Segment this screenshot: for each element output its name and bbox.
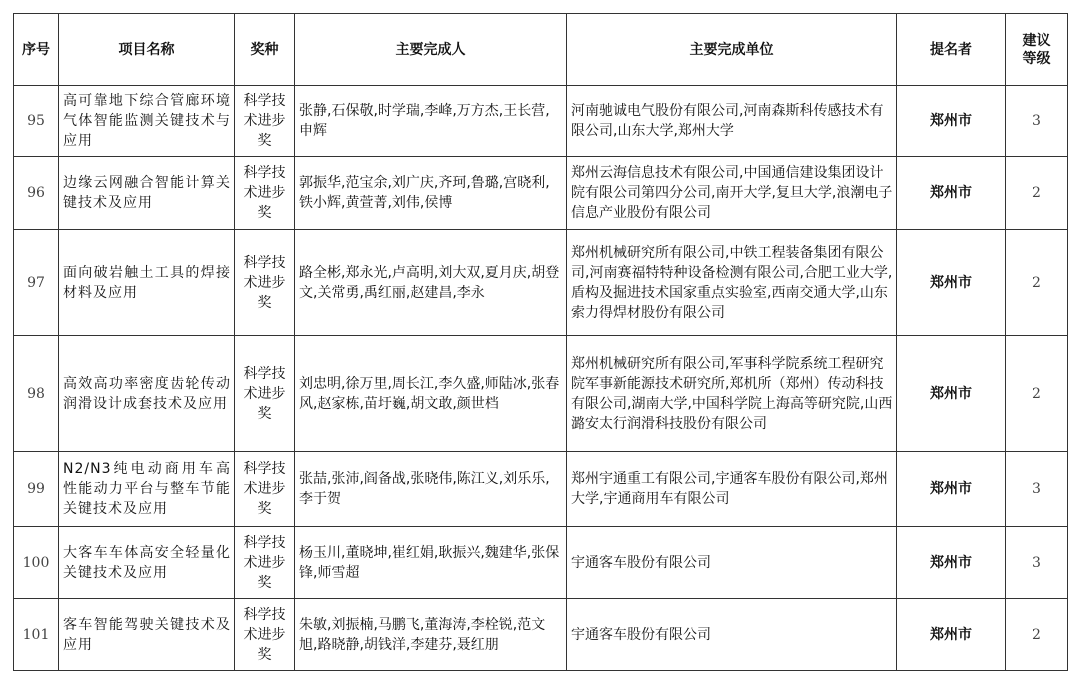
cell-people: 张静,石保敬,时学瑞,李峰,万方杰,王长营,申辉 [295, 86, 567, 157]
cell-nominator: 郑州市 [897, 452, 1006, 527]
table-row [14, 336, 1068, 452]
cell-grade: 3 [1006, 86, 1068, 157]
cell-nominator: 郑州市 [897, 336, 1006, 452]
cell-no: 97 [14, 230, 59, 336]
table-row [14, 157, 1068, 230]
header-unit: 主要完成单位 [567, 14, 897, 86]
cell-nominator: 郑州市 [897, 230, 1006, 336]
cell-grade: 2 [1006, 157, 1068, 230]
cell-type: 科学技术进步奖 [235, 86, 295, 157]
header-people: 主要完成人 [295, 14, 567, 86]
table-row [14, 599, 1068, 671]
cell-unit: 宇通客车股份有限公司 [567, 527, 897, 599]
cell-type: 科学技术进步奖 [235, 599, 295, 671]
header-grade-line2: 等级 [1022, 50, 1051, 67]
cell-no: 96 [14, 157, 59, 230]
cell-grade: 3 [1006, 527, 1068, 599]
cell-people: 朱敏,刘振楠,马鹏飞,董海涛,李栓锐,范文旭,路晓静,胡钱洋,李建芬,聂红朋 [295, 599, 567, 671]
cell-people: 刘忠明,徐万里,周长江,李久盛,师陆冰,张春风,赵家栋,苗圩巍,胡文敢,颜世档 [295, 336, 567, 452]
cell-name: 边缘云网融合智能计算关键技术及应用 [59, 157, 235, 230]
header-no: 序号 [14, 14, 59, 86]
header-row [14, 14, 1068, 86]
cell-grade: 2 [1006, 599, 1068, 671]
cell-no: 100 [14, 527, 59, 599]
cell-grade: 2 [1006, 336, 1068, 452]
cell-grade: 3 [1006, 452, 1068, 527]
cell-unit: 郑州宇通重工有限公司,宇通客车股份有限公司,郑州大学,宇通商用车有限公司 [567, 452, 897, 527]
cell-name: N2/N3纯电动商用车高性能动力平台与整车节能关键技术及应用 [59, 452, 235, 527]
cell-nominator: 郑州市 [897, 86, 1006, 157]
header-grade [1006, 14, 1068, 86]
header-nominator: 提名者 [897, 14, 1006, 86]
cell-name: 面向破岩触土工具的焊接材料及应用 [59, 230, 235, 336]
cell-unit: 郑州机械研究所有限公司,中铁工程装备集团有限公司,河南赛福特特种设备检测有限公司,合肥工业大学,盾构及掘进技术国家重点实验室,西南交通大学,山东索力得焊材股份有限公司 [567, 230, 897, 336]
award-table [13, 13, 1068, 671]
cell-unit: 郑州云海信息技术有限公司,中国通信建设集团设计院有限公司第四分公司,南开大学,复旦大学,浪潮电子信息产业股份有限公司 [567, 157, 897, 230]
cell-nominator: 郑州市 [897, 599, 1006, 671]
table-row [14, 230, 1068, 336]
cell-type: 科学技术进步奖 [235, 157, 295, 230]
cell-unit: 宇通客车股份有限公司 [567, 599, 897, 671]
cell-people: 杨玉川,董晓坤,崔红娟,耿振兴,魏建华,张保锋,师雪超 [295, 527, 567, 599]
cell-unit: 郑州机械研究所有限公司,军事科学院系统工程研究院军事新能源技术研究所,郑机所（郑州）传动科技有限公司,湖南大学,中国科学院上海高等研究院,山西潞安太行润滑科技股份有限公司 [567, 336, 897, 452]
table-row [14, 452, 1068, 527]
cell-type: 科学技术进步奖 [235, 336, 295, 452]
cell-type: 科学技术进步奖 [235, 452, 295, 527]
cell-no: 101 [14, 599, 59, 671]
cell-grade: 2 [1006, 230, 1068, 336]
cell-people: 路全彬,郑永光,卢高明,刘大双,夏月庆,胡登文,关常勇,禹红丽,赵建昌,李永 [295, 230, 567, 336]
cell-no: 98 [14, 336, 59, 452]
table-row [14, 527, 1068, 599]
cell-name: 客车智能驾驶关键技术及应用 [59, 599, 235, 671]
cell-no: 99 [14, 452, 59, 527]
cell-name: 高效高功率密度齿轮传动润滑设计成套技术及应用 [59, 336, 235, 452]
header-name: 项目名称 [59, 14, 235, 86]
cell-people: 郭振华,范宝余,刘广庆,齐珂,鲁璐,宫晓利,铁小辉,黄萱菁,刘伟,侯博 [295, 157, 567, 230]
cell-people: 张喆,张沛,阎备战,张晓伟,陈江义,刘乐乐,李于贺 [295, 452, 567, 527]
table-row [14, 86, 1068, 157]
cell-unit: 河南驰诚电气股份有限公司,河南森斯科传感技术有限公司,山东大学,郑州大学 [567, 86, 897, 157]
cell-nominator: 郑州市 [897, 527, 1006, 599]
header-type: 奖种 [235, 14, 295, 86]
cell-name: 高可靠地下综合管廊环境气体智能监测关键技术与应用 [59, 86, 235, 157]
header-grade-line1: 建议 [1022, 32, 1051, 49]
cell-type: 科学技术进步奖 [235, 230, 295, 336]
cell-nominator: 郑州市 [897, 157, 1006, 230]
cell-type: 科学技术进步奖 [235, 527, 295, 599]
cell-name: 大客车车体高安全轻量化关键技术及应用 [59, 527, 235, 599]
cell-no: 95 [14, 86, 59, 157]
